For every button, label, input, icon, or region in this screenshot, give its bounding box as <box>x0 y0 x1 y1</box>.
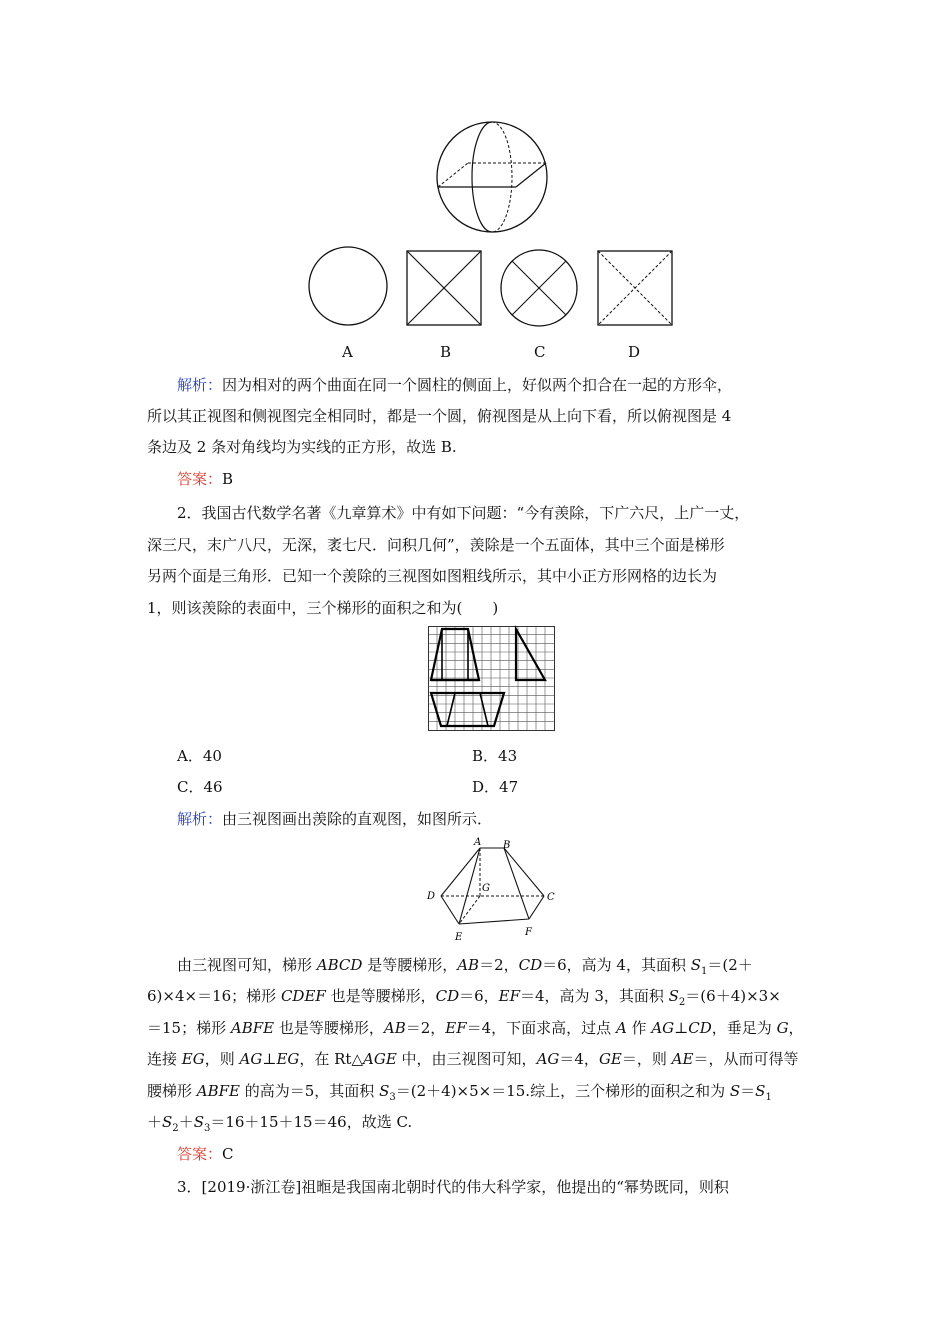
solid-figure <box>422 834 562 944</box>
q2-body-line-6: $+S_2+S_3=16+15+15=46$，故选 C. <box>147 1113 413 1134</box>
option-d-figure <box>597 250 675 328</box>
q2-stem-line-2: 深三尺，末广八尺，无深，袤七尺．问积几何”，羡除是一个五面体，其中三个面是梯形 <box>147 536 725 554</box>
choice-a: A．40 <box>177 747 222 765</box>
choice-c: C．46 <box>177 778 223 796</box>
q2-analysis-intro <box>177 808 492 829</box>
answer-label: 答案： <box>177 1145 223 1163</box>
q1-analysis-line-3: 条边及 2 条对角线均为实线的正方形，故选 B. <box>147 438 457 456</box>
choice-b: B．43 <box>472 747 518 765</box>
analysis-label: 解析： <box>177 376 223 394</box>
q1-analysis-line-2: 所以其正视图和侧视图完全相同时，都是一个圆，俯视图是从上向下看，所以俯视图是 4 <box>147 407 732 425</box>
three-view-grid-figure <box>428 626 555 731</box>
option-c-label: C <box>534 343 546 361</box>
option-b-figure <box>406 250 484 328</box>
option-d-label: D <box>628 343 641 361</box>
vertex-f-label: F <box>525 927 532 938</box>
q2-stem-line-3: 另两个面是三角形．已知一个羡除的三视图如图粗线所示，其中小正方形网格的边长为 <box>147 567 718 585</box>
q3-stem-line-1: 3．[2019·浙江卷]祖暅是我国南北朝时代的伟大科学家，他提出的“幂势既同，则积 <box>177 1178 729 1196</box>
answer-value: C <box>222 1145 234 1163</box>
analysis-label: 解析： <box>177 810 223 828</box>
q2-body-line-3: ＝15；梯形 ABFE 也是等腰梯形，AB＝2，EF＝4，下面求高，过点 A 作 AG⊥CD，垂足为 G， <box>147 1019 804 1037</box>
vertex-c-label: C <box>547 892 555 903</box>
sphere-figure <box>430 120 555 235</box>
analysis-text: 由三视图画出羡除的直观图，如图所示． <box>222 810 493 828</box>
vertex-d-label: D <box>427 891 436 902</box>
q2-stem-line-1: 2．我国古代数学名著《九章算术》中有如下问题：“今有羡除，下广六尺，上广一丈， <box>177 504 750 522</box>
answer-value: B <box>222 470 234 488</box>
analysis-text: 因为相对的两个曲面在同一个圆柱的侧面上，好似两个扣合在一起的方形伞， <box>222 376 733 394</box>
answer-label: 答案： <box>177 470 223 488</box>
option-b-label: B <box>440 343 452 361</box>
q2-body-line-5: 腰梯形 ABFE 的高为＝5，其面积 $S_3=(2+4)\times 5\times=15$.综上，三个梯形的面积之和为 $S=S_1$ <box>147 1082 772 1103</box>
q2-answer <box>177 1143 234 1164</box>
vertex-g-label: G <box>482 883 490 894</box>
vertex-e-label: E <box>455 932 463 943</box>
option-a-label: A <box>342 343 353 361</box>
q2-body-line-1: 由三视图可知，梯形 ABCD 是等腰梯形，AB＝2，CD＝6，高为 4，其面积 $S_1=(2+$ <box>177 956 753 977</box>
option-a-figure <box>307 247 389 329</box>
q1-analysis-line-1 <box>177 374 732 395</box>
choice-d: D．47 <box>472 778 519 796</box>
q1-answer <box>177 468 233 489</box>
vertex-b-label: B <box>503 840 511 851</box>
q2-body-line-4: 连接 EG，则 AG⊥EG，在 Rt△AGE 中，由三视图可知，AG＝4，GE＝，则 AE＝，从而可得等 <box>147 1050 799 1068</box>
option-c-figure <box>500 249 580 329</box>
q2-stem-line-4: 1，则该羡除的表面中，三个梯形的面积之和为( ) <box>147 599 499 617</box>
vertex-a-label: A <box>474 837 482 848</box>
q2-body-line-2: 6)×4×＝16；梯形 CDEF 也是等腰梯形，CD＝6，EF＝4，高为 3，其面积 $S_2=(6+4)\times 3\times$ <box>147 987 781 1008</box>
